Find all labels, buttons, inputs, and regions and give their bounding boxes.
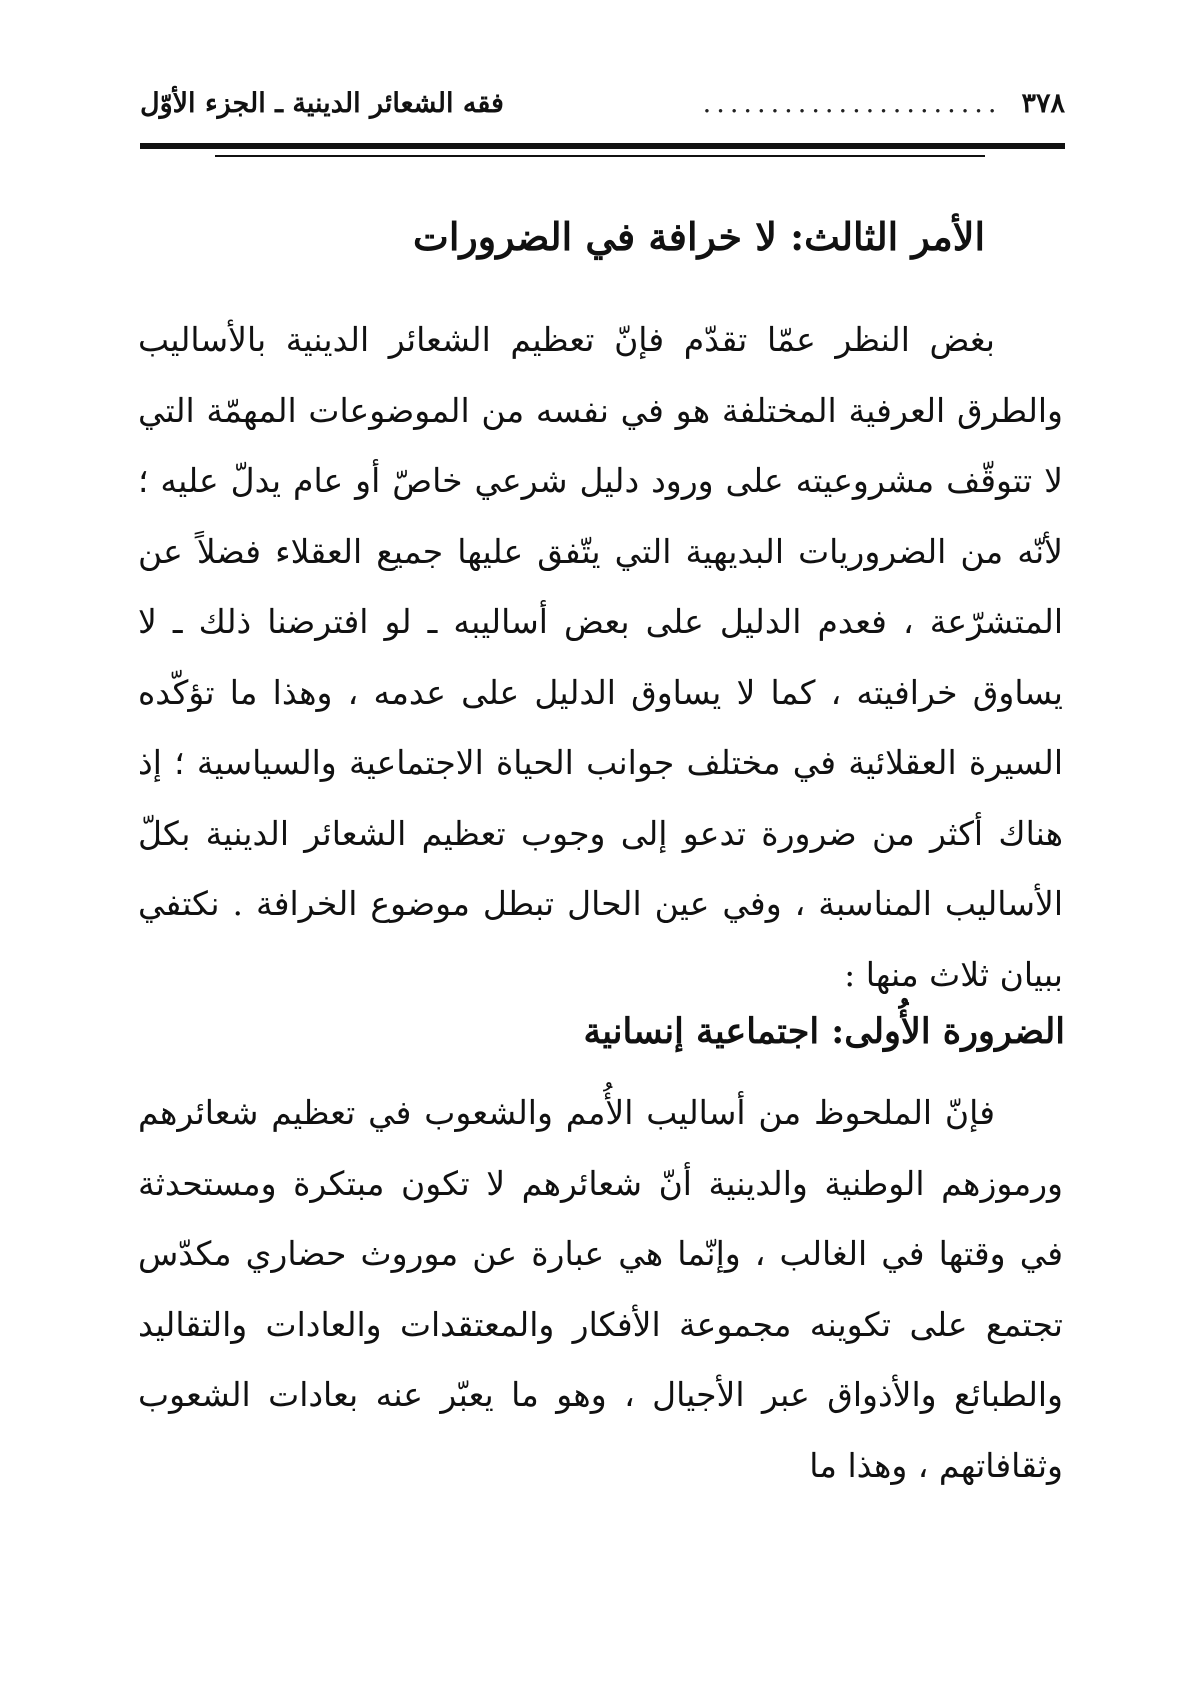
body-paragraph [138,1078,1063,1501]
subsection-heading: الضرورة الأُولى: اجتماعية إنسانية [583,1011,1065,1052]
body-paragraph [138,305,1063,1010]
paragraph-text: فإنّ الملحوظ من أساليب الأُمم والشعوب في تعظيم شعائرهم ورموزهم الوطنية والدينية أنّ شعائرهم لا تكون مبتكرة ومستحدثة في وقتها في الغالب ، وإنّما هي عبارة عن موروث حضاري مكدّس تجتمع على تكوينه مجموعة الأفكار والمعتقدات والعادات والتقاليد والطبائع والأذواق عبر الأجيال ، وهو ما يعبّر عنه بعادات الشعوب وثقافاتهم ، وهذا ما [138,1093,1063,1485]
header-rule-thick [140,143,1065,149]
section-heading: الأمر الثالث: لا خرافة في الضرورات [413,214,985,259]
header-rule-thin [215,155,985,157]
paragraph-text: بغض النظر عمّا تقدّم فإنّ تعظيم الشعائر الدينية بالأساليب والطرق العرفية المختلفة هو في نفسه من الموضوعات المهمّة التي لا تتوقّف مشروعيته على ورود دليل شرعي خاصّ أو عام يدلّ عليه ؛ لأنّه من الضروريات البديهية التي يتّفق عليها جميع العقلاء فضلاً عن المتشرّعة ، فعدم الدليل على بعض أساليبه ـ لو افترضنا ذلك ـ لا يساوق خرافيته ، كما لا يساوق الدليل على عدمه ، وهذا ما تؤكّده السيرة العقلائية في مختلف جوانب الحياة الاجتماعية والسياسية ؛ إذ هناك أكثر من ضرورة تدعو إلى وجوب تعظيم الشعائر الدينية بكلّ الأساليب المناسبة ، وفي عين الحال تبطل موضوع الخرافة . نكتفي ببيان ثلاث منها : [138,320,1063,994]
running-header [140,78,1065,128]
header-leader-dots: ...................... [702,87,1002,119]
page-number: ٣٧٨ [1021,87,1065,119]
book-title: فقه الشعائر الدينية ـ الجزء الأوّل [140,87,504,119]
